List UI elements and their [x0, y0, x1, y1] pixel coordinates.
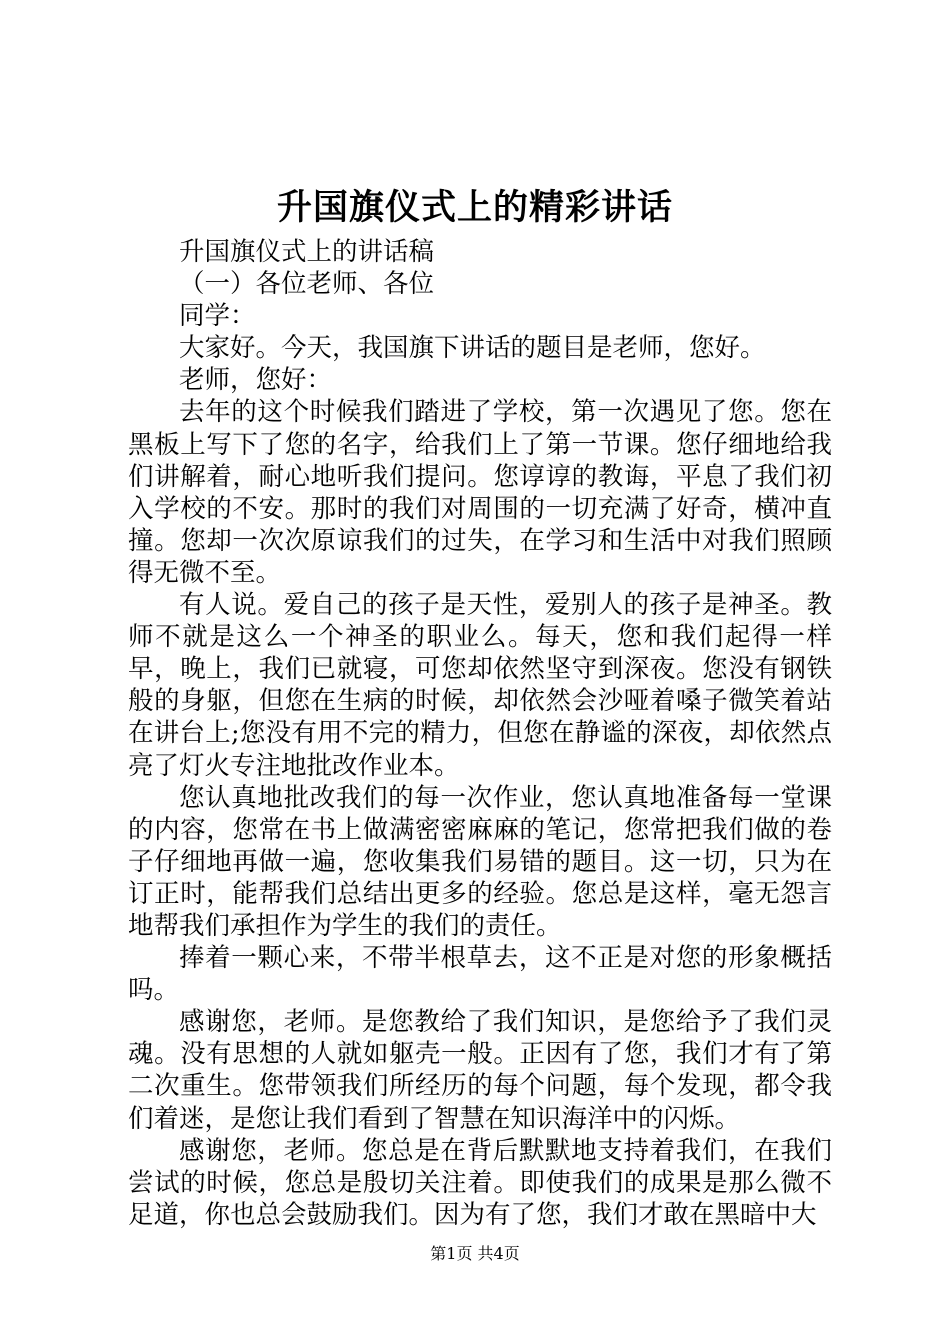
- paragraph-greeting: 大家好。今天，我国旗下讲话的题目是老师，您好。: [179, 333, 766, 364]
- document-title: 升国旗仪式上的精彩讲话: [276, 187, 673, 228]
- paragraph-body: 去年的这个时候我们踏进了学校，第一次遇见了您。您在黑板上写下了您的名字，给我们上了第一节课。您仔细地给我们讲解着，耐心地听我们提问。您谆谆的教诲，平息了我们初入学校的不安。那时的我们对周围的一切充满了好奇，横冲直撞。您却一次次原谅我们的过失，在学习和生活中对我们照顾得无微不至。: [128, 397, 832, 588]
- paragraph-body: 感谢您，老师。您总是在背后默默地支持着我们，在我们尝试的时候，您总是殷切关注着。即使我们的成果是那么微不足道，你也总会鼓励我们。因为有了您，我们才敢在黑暗中大: [128, 1135, 832, 1230]
- document-body: [128, 236, 832, 1231]
- page-number-footer: 第1页 共4页: [430, 1244, 520, 1263]
- paragraph-body: 感谢您，老师。是您教给了我们知识，是您给予了我们灵魂。没有思想的人就如躯壳一般。正因有了您，我们才有了第二次重生。您带领我们所经历的每个问题，每个发现，都令我们着迷，是您让我们看到了智慧在知识海洋中的闪烁。: [128, 1007, 832, 1134]
- paragraph-salutation: 同学：: [179, 301, 256, 332]
- paragraph-body: 捧着一颗心来，不带半根草去，这不正是对您的形象概括吗。: [128, 943, 832, 1006]
- paragraph-address: 老师，您好：: [179, 365, 333, 396]
- paragraph-body: 您认真地批改我们的每一次作业，您认真地准备每一堂课的内容，您常在书上做满密密麻麻的笔记，您常把我们做的卷子仔细地再做一遍，您收集我们易错的题目。这一切，只为在订正时，能帮我们总结出更多的经验。您总是这样，毫无怨言地帮我们承担作为学生的我们的责任。: [128, 782, 832, 941]
- paragraph-section-heading: （一）各位老师、各位: [179, 269, 435, 300]
- paragraph-body: 有人说。爱自己的孩子是天性，爱别人的孩子是神圣。教师不就是这么一个神圣的职业么。每天，您和我们起得一样早，晚上，我们已就寝，可您却依然坚守到深夜。您没有钢铁般的身躯，但您在生病的时候，却依然会沙哑着嗓子微笑着站在讲台上;您没有用不完的精力，但您在静谧的深夜，却依然点亮了灯火专注地批改作业本。: [128, 590, 832, 781]
- paragraph-subtitle: 升国旗仪式上的讲话稿: [179, 237, 435, 267]
